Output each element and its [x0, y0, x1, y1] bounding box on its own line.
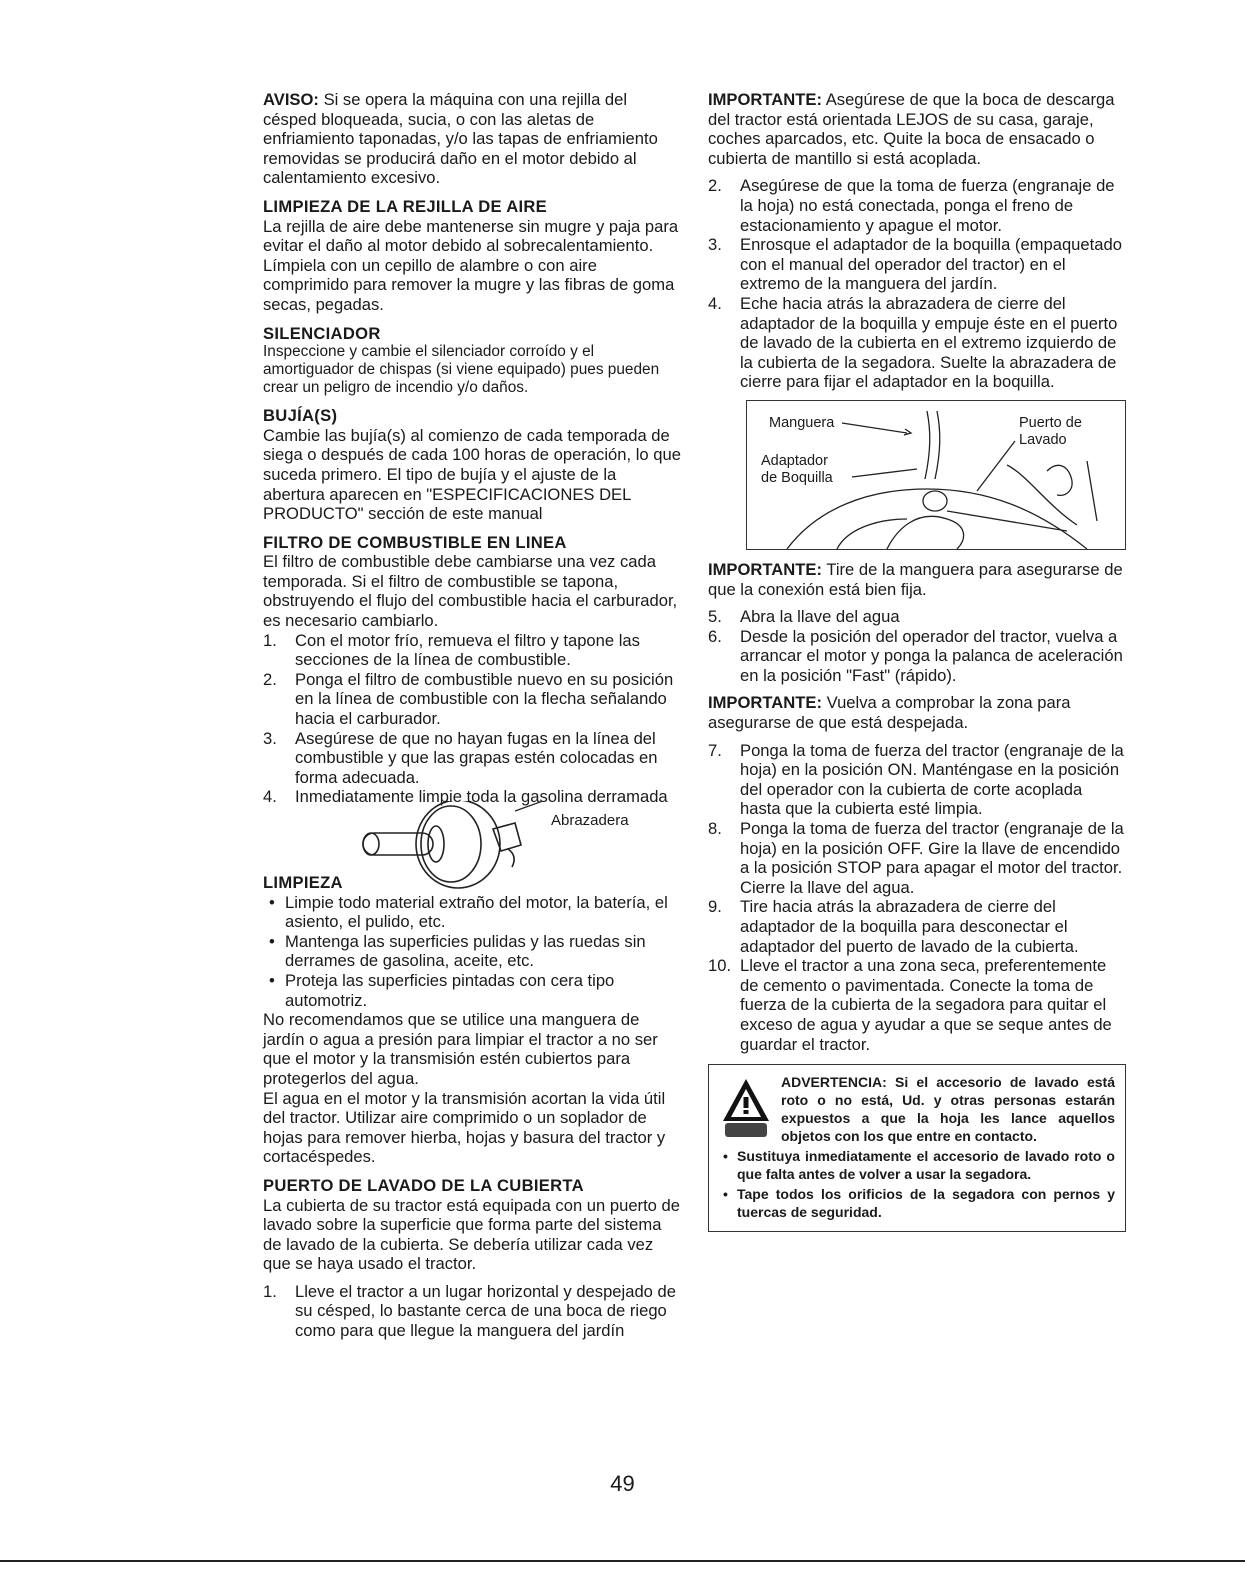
puerto-label-1: Puerto de	[1019, 414, 1082, 431]
step-text: Ponga la toma de fuerza del tractor (engranaje de la hoja) en la posición OFF. Gire la llave de encendido a la posición STOP para apagar el motor del tractor. Cierre la llave del agua.	[740, 819, 1124, 897]
right-column	[708, 90, 1126, 1232]
step-number: 9.	[708, 897, 722, 917]
fuel-filter-icon	[343, 801, 543, 896]
list-item	[263, 670, 681, 729]
list-item	[708, 235, 1126, 294]
step-text: Abra la llave del agua	[740, 607, 900, 627]
left-column	[263, 90, 681, 1341]
steps-2-4	[708, 176, 1126, 392]
step-number: 2.	[708, 176, 722, 196]
bullet-text: Proteja las superficies pintadas con cera tipo automotriz.	[285, 970, 615, 1010]
step-text: Eche hacia atrás la abrazadera de cierre del adaptador de la boquilla y empuje éste en el puerto de lavado de la cubierta en el extremo izquierdo de la cubierta de la segadora. Suelte la abrazadera de cierre para fijar el adaptador en la boquilla.	[740, 293, 1118, 392]
importante-1	[708, 90, 1126, 168]
bujias-text: Cambie las bujía(s) al comienzo de cada temporada de siega o después de cada 100 horas de operación, lo que suceda primero. El tipo de bujía y el ajuste de la abertura aparecen en "ESPECIFICACIONES DEL PRODUCTO" sección de este manual	[263, 425, 681, 524]
bullet-icon: •	[723, 1186, 728, 1203]
bottom-rule	[0, 1560, 1245, 1562]
list-item	[708, 741, 1126, 819]
list-item	[263, 729, 681, 788]
importante-3	[708, 693, 1126, 732]
list-item	[263, 932, 681, 971]
list-item	[719, 1147, 1115, 1183]
step-text: Asegúrese de que la toma de fuerza (engranaje de la hoja) no está conectada, ponga el freno de estacionamiento y apague el motor.	[740, 176, 1115, 235]
aviso-text: Si se opera la máquina con una rejilla del césped bloqueada, sucia, o con las aletas de enfriamiento taponadas, y/o las tapas de enfriamiento removidas se producirá daño en el motor debido al calentamiento excesivo.	[263, 90, 658, 188]
importante-text: Vuelva a comprobar la zona para asegurarse de que está despejada.	[708, 693, 1071, 733]
list-item	[708, 627, 1126, 686]
list-item	[708, 294, 1126, 392]
step-number: 4.	[708, 293, 722, 313]
step-number: 1.	[263, 1281, 277, 1301]
rejilla-text: La rejilla de aire debe mantenerse sin mugre y paja para evitar el daño al motor debido al sobrecalentamiento. Límpiela con un cepillo de alambre o con aire comprimido para remover la mugre y las fibras de goma secas, pegadas.	[263, 216, 679, 314]
importante-label: IMPORTANTE:	[708, 693, 822, 713]
step-number: 4.	[263, 787, 277, 807]
step-number: 7.	[708, 740, 722, 760]
filtro-heading: FILTRO DE COMBUSTIBLE EN LINEA	[263, 532, 567, 552]
step-number: 1.	[263, 630, 277, 650]
manguera-label: Manguera	[769, 414, 835, 431]
filtro-steps	[263, 631, 681, 807]
warning-box	[708, 1064, 1126, 1232]
step-number: 6.	[708, 626, 722, 646]
bujias-heading: BUJÍA(S)	[263, 406, 338, 426]
adaptador-label-1: Adaptador	[761, 452, 828, 469]
warning-bullets	[719, 1147, 1115, 1221]
bullet-icon: •	[269, 970, 275, 990]
step-text: Asegúrese de que no hayan fugas en la línea del combustible y que las grapas estén colocadas en forma adecuada.	[295, 728, 658, 787]
warning-header	[719, 1073, 1115, 1145]
step-text: Con el motor frío, remueva el filtro y tapone las secciones de la línea de combustible.	[295, 630, 640, 670]
puerto-label-2: Lavado	[1019, 431, 1067, 448]
step-text: Desde la posición del operador del tractor, vuelva a arrancar el motor y ponga la palanca de aceleración en la posición "Fast" (rápido).	[740, 626, 1123, 685]
adaptador-label-2: de Boquilla	[761, 469, 833, 486]
step-number: 3.	[263, 728, 277, 748]
bullet-text: Tape todos los orificios de la segadora con pernos y tuercas de seguridad.	[737, 1186, 1115, 1221]
step-number: 8.	[708, 819, 722, 839]
list-item	[263, 631, 681, 670]
list-item	[708, 819, 1126, 897]
puerto-text: La cubierta de su tractor está equipada con un puerto de lavado sobre la superficie que forma parte del sistema de lavado de la cubierta. Se debería utilizar cada vez que se haya usado el tractor.	[263, 1195, 680, 1274]
bullet-text: Sustituya inmediatamente el accesorio de lavado roto o que falta antes de volver a usar la segadora.	[737, 1148, 1115, 1183]
step-text: Ponga la toma de fuerza del tractor (engranaje de la hoja) en la posición ON. Manténgase en la posición del operador con la cubierta de corte acoplada hasta que la cubierta esté limpia.	[740, 740, 1124, 819]
step-text: Enrosque el adaptador de la boquilla (empaquetado con el manual del operador del tractor) en el extremo de la manguera del jardín.	[740, 235, 1122, 294]
list-item	[263, 1282, 681, 1341]
list-item	[708, 956, 1126, 1054]
rejilla-heading: LIMPIEZA DE LA REJILLA DE AIRE	[263, 196, 548, 216]
importante-text: Tire de la manguera para asegurarse de que la conexión está bien fija.	[708, 559, 1123, 599]
list-item	[719, 1185, 1115, 1221]
bullet-text: Limpie todo material extraño del motor, la batería, el asiento, el pulido, etc.	[285, 892, 668, 932]
list-item	[708, 897, 1126, 956]
step-number: 10.	[708, 956, 732, 976]
wash-port-figure	[746, 400, 1126, 550]
step-text: Inmediatamente limpie toda la gasolina derramada	[295, 787, 668, 807]
step-number: 3.	[708, 235, 722, 255]
steps-7-10	[708, 741, 1126, 1055]
limpieza-heading: LIMPIEZA	[263, 873, 343, 892]
limpieza-bullets	[263, 893, 681, 1011]
list-item	[708, 176, 1126, 235]
limpieza-text-2: El agua en el motor y la transmisión acortan la vida útil del tractor. Utilizar aire comprimido o un soplador de hojas para remover hierba, hojas y basura del tractor y cortacéspedes.	[263, 1088, 666, 1167]
abrazadera-label: Abrazadera	[551, 812, 629, 829]
list-item	[263, 971, 681, 1010]
silenciador-text: Inspeccione y cambie el silenciador corroído y el amortiguador de chispas (si viene equipado) pues pueden crear un peligro de incendio y/o daños.	[263, 343, 660, 397]
list-item	[263, 893, 681, 932]
importante-text: Asegúrese de que la boca de descarga del tractor está orientada LEJOS de su casa, garaje, coches aparcados, etc. Quite la boca de ensacado o cubierta de mantillo si está acoplada.	[708, 90, 1115, 168]
step-number: 5.	[708, 607, 722, 627]
aviso-paragraph	[263, 90, 681, 188]
page-number: 49	[610, 1471, 635, 1496]
importante-label: IMPORTANTE:	[708, 559, 822, 579]
puerto-steps	[263, 1282, 681, 1341]
limpieza-text-1: No recomendamos que se utilice una manguera de jardín o agua a presión para limpiar el tractor a no ser que el motor y la transmisión estén cubiertos para protegerlos del agua.	[263, 1010, 658, 1088]
step-text: Lleve el tractor a una zona seca, preferentemente de cemento o pavimentada. Conecte la toma de fuerza de la cubierta de la segadora para quitar el exceso de agua y ayudar a que se seque antes de guardar el tractor.	[740, 956, 1112, 1054]
aviso-label: AVISO:	[263, 90, 319, 109]
importante-2	[708, 560, 1126, 599]
bullet-icon: •	[723, 1148, 728, 1165]
bullet-text: Mantenga las superficies pulidas y las ruedas sin derrames de gasolina, aceite, etc.	[285, 931, 646, 971]
step-text: Ponga el filtro de combustible nuevo en su posición en la línea de combustible con la flecha señalando hacia el carburador.	[295, 669, 674, 729]
list-item	[708, 607, 1126, 627]
warning-text: ADVERTENCIA: Si el accesorio de lavado está roto o no está, Ud. y otras personas estarán expuestos a que la hoja les lance aquellos objetos con los que entre en contacto.	[781, 1074, 1115, 1145]
puerto-heading: PUERTO DE LAVADO DE LA CUBIERTA	[263, 1175, 584, 1195]
filtro-text: El filtro de combustible debe cambiarse una vez cada temporada. Si el filtro de combustible se tapona, obstruyendo el flujo del combustible hacia el carburador, es necesario cambiarlo.	[263, 552, 678, 631]
warning-triangle-icon	[721, 1077, 771, 1143]
bullet-icon: •	[269, 931, 275, 951]
fuel-filter-illustration	[263, 809, 681, 895]
bullet-icon: •	[269, 892, 275, 912]
importante-label: IMPORTANTE:	[708, 90, 822, 109]
step-number: 2.	[263, 669, 277, 689]
silenciador-heading: SILENCIADOR	[263, 323, 381, 343]
steps-5-6	[708, 607, 1126, 685]
step-text: Tire hacia atrás la abrazadera de cierre del adaptador de la boquilla para desconectar el adaptador del puerto de lavado de la cubierta.	[740, 897, 1079, 956]
step-text: Lleve el tractor a un lugar horizontal y despejado de su césped, lo bastante cerca de una boca de riego como para que llegue la manguera del jardín	[295, 1281, 676, 1341]
